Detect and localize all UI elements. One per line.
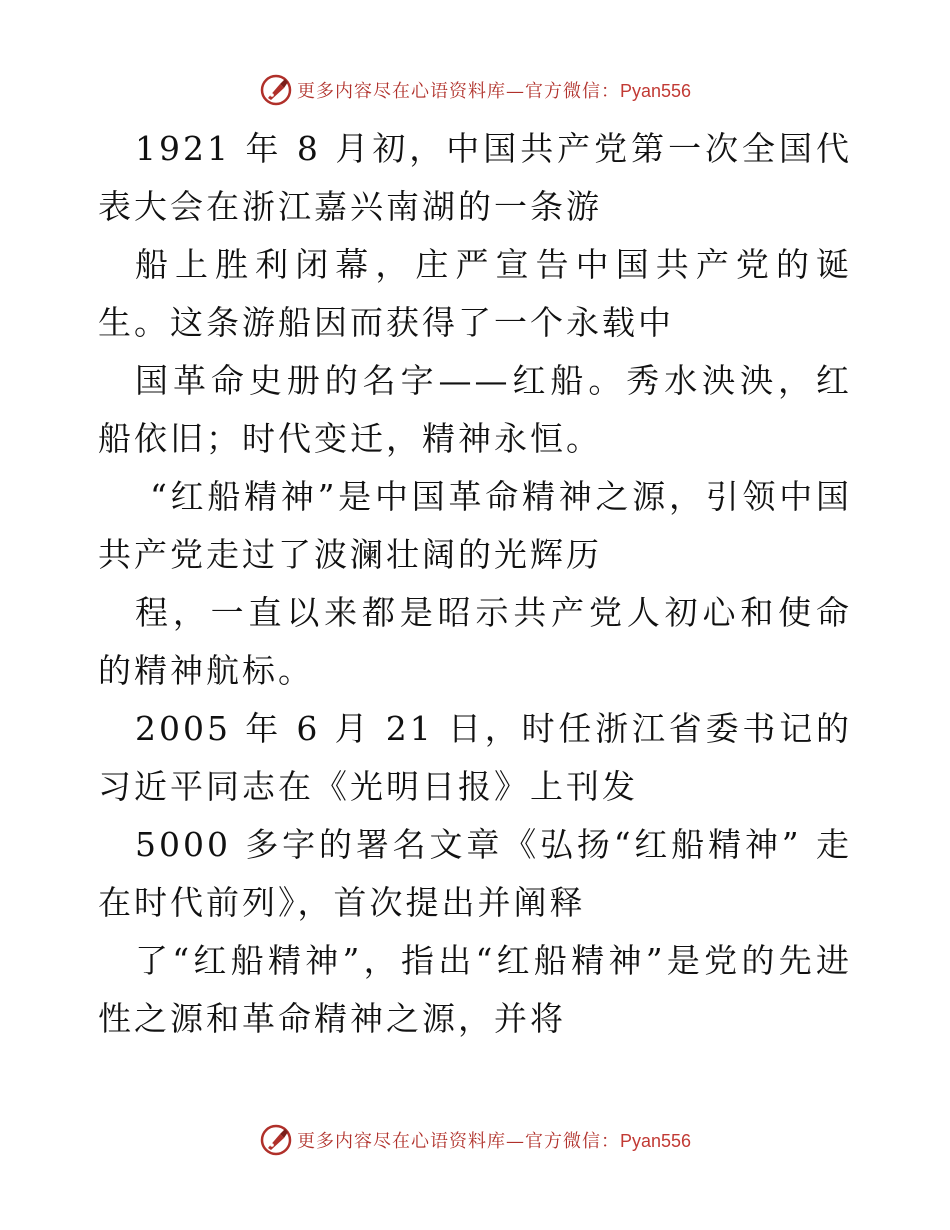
- header-brand-line: [297, 77, 691, 103]
- header-brand: 更多内容尽在心语资料库: [296, 81, 506, 102]
- header-wechat-id: Pyan556: [619, 81, 692, 101]
- paragraph-8: 了“红船精神”，指出“红船精神”是党的先进性之源和革命精神之源，并将: [98, 941, 852, 1038]
- paragraph-5: 程，一直以来都是昭示共产党人初心和使命的精神航标。: [98, 593, 852, 690]
- paragraph-4: “红船精神”是中国革命精神之源，引领中国共产党走过了波澜壮阔的光辉历: [98, 477, 852, 574]
- pen-nib-logo-icon: [259, 1123, 293, 1157]
- header-separator: —: [505, 81, 525, 102]
- footer-separator: —: [505, 1131, 525, 1152]
- document-body: [98, 120, 852, 1048]
- footer-wechat-id: Pyan556: [619, 1131, 692, 1151]
- pen-nib-logo-icon: [259, 73, 293, 107]
- footer-wechat-label: 官方微信：: [524, 1131, 620, 1152]
- footer-brand-line: [297, 1127, 691, 1153]
- paragraph-2: 船上胜利闭幕，庄严宣告中国共产党的诞生。这条游船因而获得了一个永载中: [98, 245, 852, 342]
- header-wechat-label: 官方微信：: [524, 81, 620, 102]
- paragraph-1: 1921 年 8 月初，中国共产党第一次全国代表大会在浙江嘉兴南湖的一条游: [98, 129, 852, 226]
- header-banner: [0, 70, 950, 110]
- paragraph-6: 2005 年 6 月 21 日，时任浙江省委书记的习近平同志在《光明日报》上刊发: [98, 709, 852, 806]
- paragraph-3: 国革命史册的名字——红船。秀水泱泱，红船依旧；时代变迁，精神永恒。: [98, 361, 852, 458]
- footer-banner: [0, 1120, 950, 1160]
- paragraph-7: 5000 多字的署名文章《弘扬“红船精神” 走在时代前列》，首次提出并阐释: [98, 825, 852, 922]
- footer-brand: 更多内容尽在心语资料库: [296, 1131, 506, 1152]
